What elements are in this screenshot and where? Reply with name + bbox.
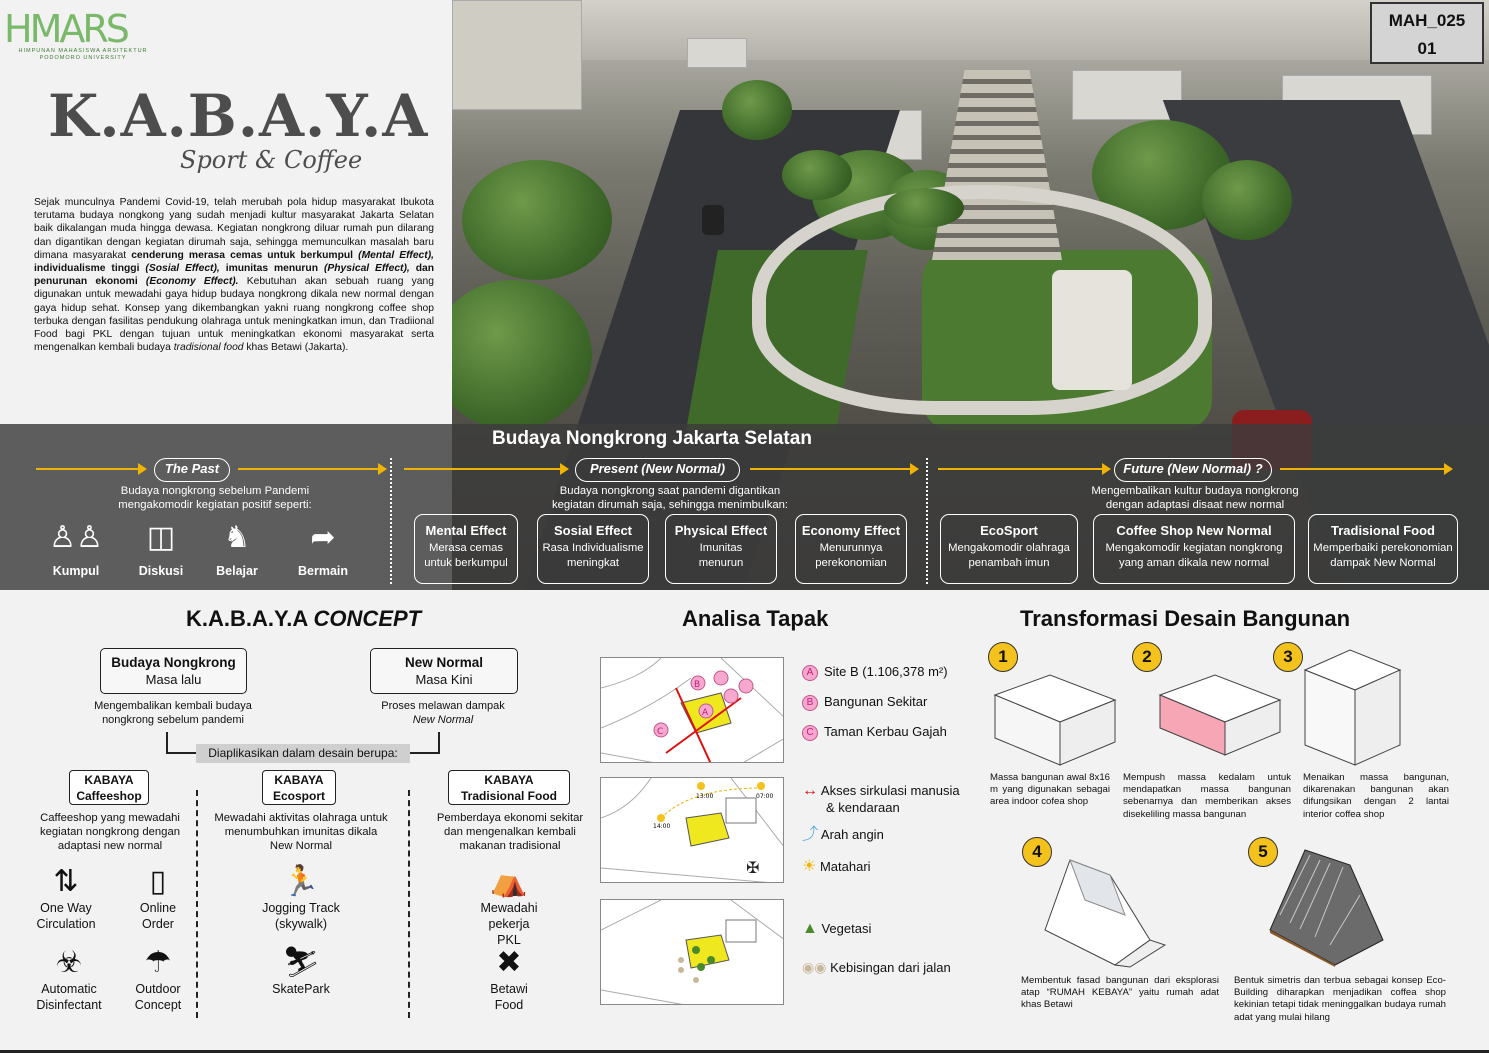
future-label: Future (New Normal) ? (1114, 458, 1272, 482)
massing-step-2-drawing (1140, 670, 1290, 770)
solution-card: EcoSport Mengakomodir olahraga penambah imun (940, 514, 1078, 584)
legend-site-a: A Site B (1.106,378 m²) (802, 663, 948, 681)
arrow-icon (750, 468, 912, 470)
step-description: Mempush massa kedalam untuk mendapatkan massa bangunan sebenarnya dan memberikan akses disekeliling massa bangunan (1123, 772, 1291, 820)
concept-past-desc: Mengembalikan kembali budaya nongkrong sebelum pandemi (94, 700, 252, 726)
kabaya-tradisional-food-box: KABAYA Tradisional Food (448, 770, 570, 805)
online-order-item: ▯ Online Order (108, 864, 208, 932)
hmars-logo: HMARS (4, 7, 127, 51)
massing-step-4-drawing (1040, 855, 1170, 970)
phone-icon: ▯ (149, 865, 167, 898)
noise-icon: ◉◉ (802, 959, 827, 975)
jogging-item: 🏃 Jogging Track (skywalk) (251, 864, 351, 932)
tree-icon: ▲ (802, 920, 818, 937)
arrow-icon (938, 468, 1104, 470)
stall-icon: ⛺ (490, 865, 528, 898)
divider (390, 458, 392, 584)
tradisional-food-desc: Pemberdaya ekonomi sekitar dan mengenalkan kembali makanan tradisional (436, 812, 584, 852)
activity-label: Kumpul (52, 564, 100, 578)
site-marker-b: B (694, 680, 701, 690)
ecosport-desc: Mewadahi aktivitas olahraga untuk menumbuhkan imunitas dikala New Normal (214, 812, 388, 852)
step-description: Bentuk simetris dan terbua sebagai konsep Eco-Building diharapkan menjadikan coffea shop kekinian tetapi tidak meninggalkan budaya rumah adat yang mulai hilang (1234, 975, 1446, 1023)
one-way-item: ⇅ One Way Circulation (16, 864, 116, 932)
activity-label: Diskusi (138, 564, 184, 578)
step-number: 2 (1132, 642, 1162, 672)
page-subtitle: Sport & Coffee (180, 146, 363, 174)
step-number: 1 (988, 642, 1018, 672)
site-marker-a: A (702, 708, 709, 718)
sun-time-label: 14:00 (653, 823, 671, 830)
outdoor-cafe-icon: ☂ (144, 946, 172, 979)
effect-card: Economy Effect Menurunnya perekonomian (795, 514, 907, 584)
site-vegetation-map (600, 899, 784, 1005)
kabaya-caffeeshop-box: KABAYA Caffeeshop (69, 770, 149, 805)
solution-card: Tradisional Food Memperbaiki perekonomian dampak New Normal (1308, 514, 1458, 584)
present-description: Budaya nongkrong saat pandemi digantikan kegiatan dirumah saja, sehingga menimbulkan: (551, 485, 789, 511)
concept-present-box: New Normal Masa Kini (370, 648, 518, 694)
food-icon: ✖ (496, 946, 522, 979)
massing-step-1-drawing (990, 670, 1120, 770)
outdoor-concept-item: ☂ Outdoor Concept (108, 945, 208, 1013)
legend-angin: ⤴ Arah angin (802, 826, 884, 843)
massing-step-5-drawing (1265, 845, 1390, 970)
pkl-item: ⛺ Mewadahi pekerja PKL (459, 864, 559, 948)
legend-bangunan-b: B Bangunan Sekitar (802, 693, 927, 711)
column-divider (408, 790, 410, 1018)
divider (926, 458, 928, 584)
future-description: Mengembalikan kultur budaya nongkrong dengan adaptasi disaat new normal (1091, 485, 1299, 511)
site-marker-c: C (657, 727, 664, 737)
past-description: Budaya nongkrong sebelum Pandemi mengakomodir kegiatan positif seperti: (118, 485, 312, 511)
meeting-icon: ◫ (146, 521, 176, 554)
activity-label: Bermain (297, 564, 349, 578)
concept-present-desc: Proses melawan dampak New Normal (381, 700, 505, 726)
sun-time-label: 13:00 (696, 793, 714, 800)
arrow-icon (36, 468, 140, 470)
arrow-icon (238, 468, 380, 470)
site-climate-map (600, 777, 784, 883)
applied-label: Diaplikasikan dalam desain berupa: (196, 744, 410, 763)
legend-vegetasi: ▲ Vegetasi (802, 920, 872, 937)
solution-card: Coffee Shop New Normal Mengakomodir kegiatan nongkrong yang aman dikala new normal (1093, 514, 1295, 584)
page-title: K.A.B.A.Y.A (48, 82, 429, 150)
betawi-food-item: ✖ Betawi Food (459, 945, 559, 1013)
legend-taman-c: C Taman Kerbau Gajah (802, 723, 947, 741)
legend-kebisingan: ◉◉ Kebisingan dari jalan (802, 959, 951, 975)
site-map-drawing (601, 658, 784, 763)
intro-paragraph: Sejak munculnya Pandemi Covid-19, telah merubah pola hidup masyarakat Ibukota terutama budaya nongkong yang sudah menjadi kultur masyarakat Jakarta Selatan baik dikalangan muda hingga dewasa. Kegiatan nongkrong diluar rumah pun dilarang dan digantikan dengan kegiatan dirumah saja, sehingga memunculkan masalah baru dimana masyarakat cenderung merasa cemas untuk berkumpul (Mental Effect), individualisme tinggi (Sosial Effect), imunitas menurun (Physical Effect), dan penurunan ekonomi (Economy Effect). Kebutuhan akan sebuah ruang yang digunakan untuk mewadahi gaya hidup budaya nongkrong dikala new normal dengan gaya hidup sehat. Konsep yang dikembangkan yakni ruang nongkrong coffee shop terbuka dengan fasilitas pendukung olahraga untuk meningkatkan imun, dan Tradiional Food bagi PKL dengan tujuan untuk meningkatkan ekonomi masyarakat serta mengenalkan kembali budaya tradisional food khas Betawi (Jakarta). (34, 197, 435, 354)
the-past-label: The Past (154, 458, 230, 482)
transformation-title: Transformasi Desain Bangunan (1020, 606, 1351, 631)
site-plan-map (600, 657, 784, 763)
present-label: Present (New Normal) (575, 458, 740, 482)
step-description: Menaikan massa bangunan, dikarenakan bangunan akan difungsikan dengan 2 lantai interior coffea shop (1303, 772, 1449, 820)
site-analysis-title: Analisa Tapak (682, 606, 829, 631)
band-title: Budaya Nongkrong Jakarta Selatan (492, 428, 812, 449)
step-number: 3 (1273, 642, 1303, 672)
disinfectant-icon: ☣ (55, 946, 83, 979)
effect-card: Physical Effect Imunitas menurun (665, 514, 777, 584)
step-number: 4 (1022, 837, 1052, 867)
kabaya-ecosport-box: KABAYA Ecosport (262, 770, 336, 805)
skateboard-icon: ⛷ (281, 946, 321, 979)
disinfectant-item: ☣ Automatic Disinfectant (19, 945, 119, 1013)
activity-label: Belajar (216, 564, 258, 578)
effect-card: Mental Effect Merasa cemas untuk berkumpul (414, 514, 518, 584)
vegetation-map-drawing (601, 900, 784, 1005)
running-icon: ➦ (310, 521, 336, 554)
arrow-icon (1280, 468, 1446, 470)
legend-matahari: ☀ Matahari (802, 858, 871, 875)
group-icon: ♙♙ (49, 521, 103, 554)
logo-subtitle: HIMPUNAN MAHASISWA ARSITEKTUR PODOMORO UNIVERSITY (18, 48, 148, 61)
double-arrow-icon: ↔ (802, 782, 818, 799)
sheet-code-badge: MAH_025 01 (1370, 2, 1484, 64)
legend-akses: ↔ Akses sirkulasi manusia & kendaraan (802, 782, 960, 815)
step-number: 5 (1248, 837, 1278, 867)
arrow-icon (404, 468, 562, 470)
sun-icon: ☀ (802, 858, 817, 875)
concept-title: K.A.B.A.Y.A CONCEPT (186, 606, 422, 631)
climate-map-drawing (601, 778, 784, 883)
one-way-icon: ⇅ (53, 865, 79, 898)
effect-card: Sosial Effect Rasa Individualisme meningkat (537, 514, 649, 584)
step-description: Massa bangunan awal 8x16 m yang digunakan sebagai area indoor cofea shop (990, 772, 1110, 808)
step-description: Membentuk fasad bangunan dari eksplorasi atap “RUMAH KEBAYA” yaitu rumah adat khas Betawi (1021, 975, 1219, 1011)
wind-arrow-icon: ⤴ (802, 826, 819, 843)
caffeeshop-desc: Caffeeshop yang mewadahi kegiatan nongkrong dengan adaptasi new normal (39, 812, 181, 852)
massing-step-3-drawing (1300, 645, 1410, 770)
sun-time-label: 07:00 (756, 793, 774, 800)
north-arrow-icon: ✠ (746, 858, 760, 877)
jogging-icon: 🏃 (282, 865, 320, 898)
concept-past-box: Budaya Nongkrong Masa lalu (100, 648, 247, 694)
reading-icon: ♞ (223, 521, 251, 554)
skatepark-item: ⛷ SkatePark (251, 945, 351, 997)
